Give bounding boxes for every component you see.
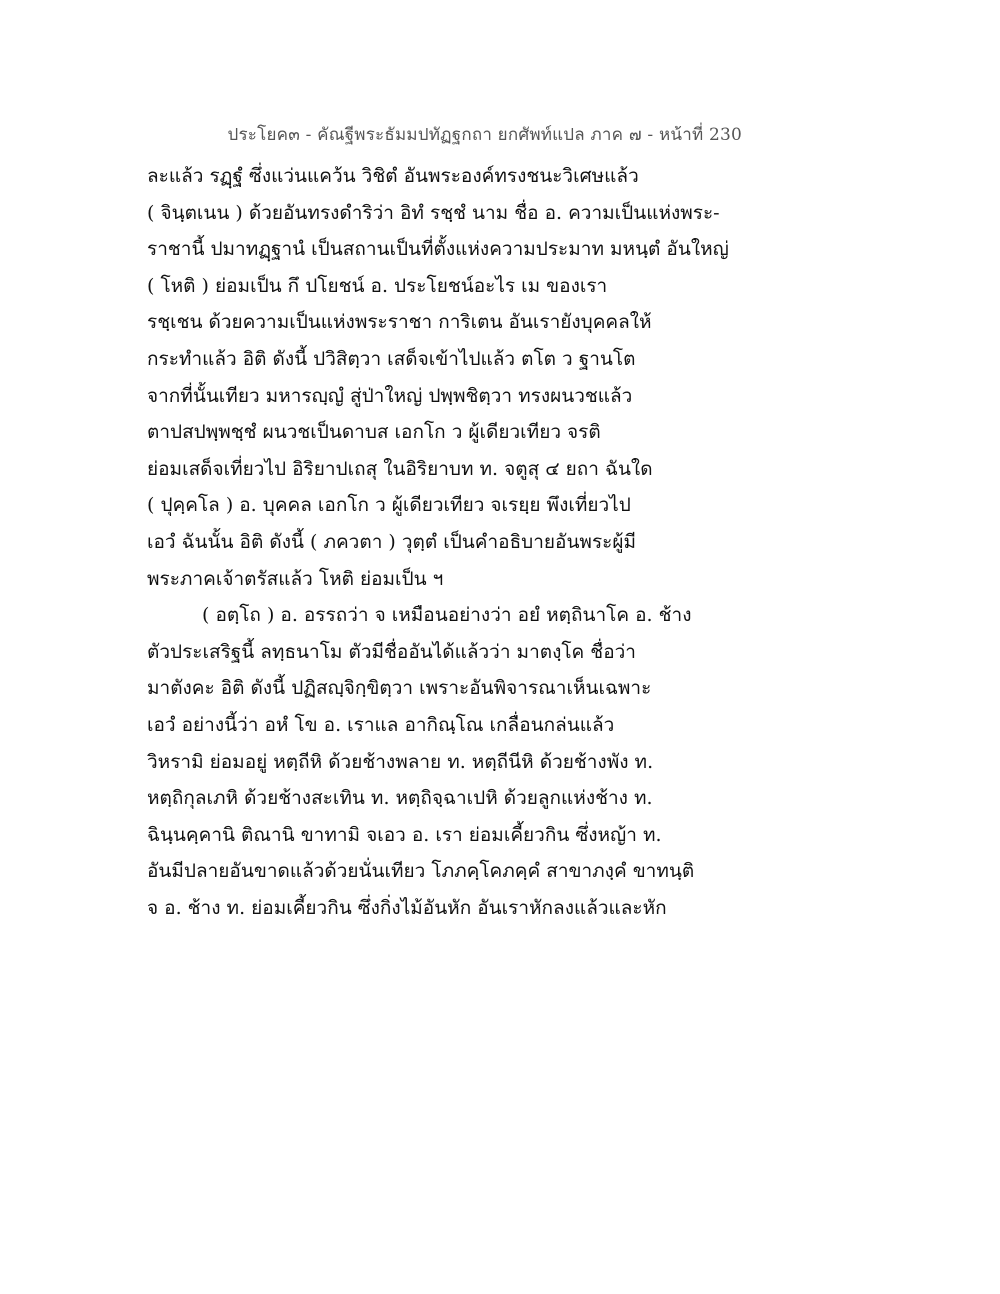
text-line: ตาปสปพฺพชฺชํ ผนวชเป็นดาบส เอกโก ว ผู้เดียวเทียว จรติ: [147, 421, 601, 444]
text-line: ( โหติ ) ย่อมเป็น กึ ปโยชน์ อ. ประโยชน์อะไร เม ของเรา: [147, 274, 608, 297]
body-text: [147, 158, 807, 926]
text-line: รชฺเชน ด้วยความเป็นแห่งพระราชา การิเตน อันเรายังบุคคลให้: [147, 311, 652, 334]
text-line: มาตังคะ อิติ ดังนี้ ปฏิสญฺจิกฺขิตฺวา เพราะอันพิจารณาเห็นเฉพาะ: [147, 677, 652, 700]
text-line: เอวํ ฉันนั้น อิติ ดังนี้ ( ภควตา ) วุตฺตํ เป็นคำอธิบายอันพระผู้มี: [147, 530, 637, 553]
text-line: พระภาคเจ้าตรัสแล้ว โหติ ย่อมเป็น ฯ: [147, 567, 444, 590]
text-line: ฉินฺนคฺคานิ ติณานิ ขาทามิ จเอว อ. เรา ย่อมเคี้ยวกิน ซึ่งหญ้า ท.: [147, 823, 662, 846]
text-line: ตัวประเสริฐนี้ ลทฺธนาโม ตัวมีชื่ออันได้แล้วว่า มาตงฺโค ชื่อว่า: [147, 640, 636, 663]
text-line: เอวํ อย่างนี้ว่า อหํ โข อ. เราแล อากิณฺโณ เกลื่อนกล่นแล้ว: [147, 713, 615, 736]
running-header: ประโยค๓ - คัณฐีพระธัมมปทัฏฐกถา ยกศัพท์แปล ภาค ๗ - หน้าที่ 230: [227, 125, 742, 145]
text-line: ราชานี้ ปมาทฏฺฐานํ เป็นสถานเป็นที่ตั้งแห่งความประมาท มหนฺตํ อันใหญ่: [147, 238, 729, 261]
text-line: ละแล้ว รฏฺฐํ ซึ่งแว่นแคว้น วิชิตํ อันพระองค์ทรงชนะวิเศษแล้ว: [147, 165, 639, 187]
text-line: จากที่นั้นเทียว มหารญฺญํ สู่ป่าใหญ่ ปพฺพชิตฺวา ทรงผนวชแล้ว: [147, 384, 633, 407]
text-line: ( ปุคฺคโล ) อ. บุคคล เอกโก ว ผู้เดียวเทียว จเรยฺย พึงเที่ยวไป: [147, 494, 631, 517]
text-line: จ อ. ช้าง ท. ย่อมเคี้ยวกิน ซึ่งกิ่งไม้อันหัก อันเราหักลงแล้วและหัก: [147, 896, 667, 919]
text-line: กระทำแล้ว อิติ ดังนี้ ปวิสิตฺวา เสด็จเข้าไปแล้ว ตโต ว ฐานโต: [147, 347, 636, 370]
text-line: ( จินฺตเนน ) ด้วยอันทรงดำริว่า อิทํ รชฺชํ นาม ชื่อ อ. ความเป็นแห่งพระ-: [147, 201, 720, 224]
paragraph-start-line: ( อตฺโถ ) อ. อรรถว่า จ เหมือนอย่างว่า อยํ หตฺถินาโค อ. ช้าง: [202, 604, 692, 627]
text-line: อันมีปลายอันขาดแล้วด้วยนั่นเทียว โภภคฺโคภคฺคํ สาขาภงฺคํ ขาทนฺติ: [147, 860, 695, 883]
text-line: ย่อมเสด็จเที่ยวไป อิริยาปเถสุ ในอิริยาบท ท. จตูสุ ๔ ยถา ฉันใด: [147, 457, 653, 480]
text-line: หตฺถิกุลเภหิ ด้วยช้างสะเทิน ท. หตฺถิจฺฉาเปหิ ด้วยลูกแห่งช้าง ท.: [147, 787, 653, 810]
text-line: วิหรามิ ย่อมอยู่ หตฺถีหิ ด้วยช้างพลาย ท. หตฺถีนีหิ ด้วยช้างพัง ท.: [147, 750, 654, 773]
